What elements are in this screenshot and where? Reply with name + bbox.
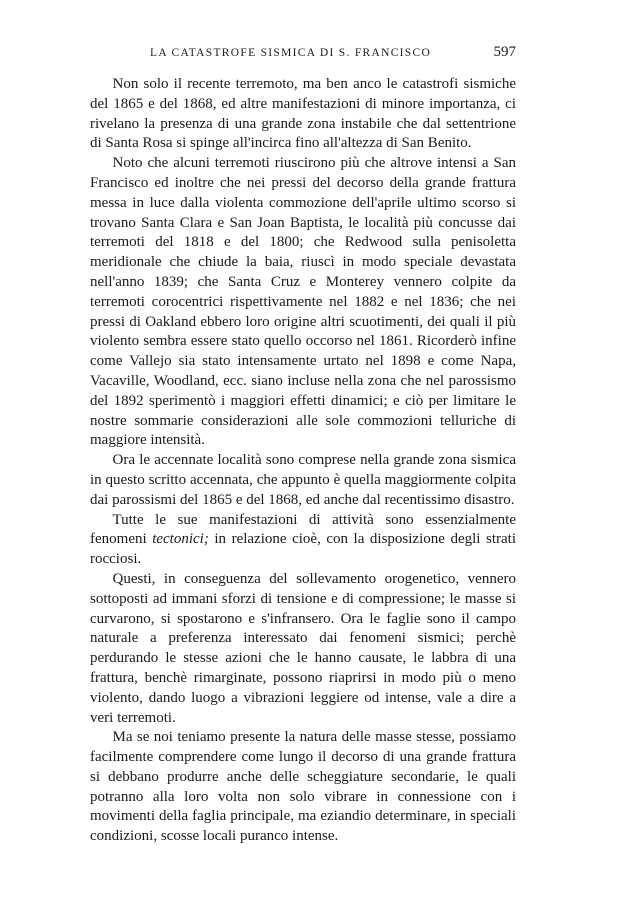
paragraph-4 [90,511,516,570]
paragraph-2: Noto che alcuni terremoti riuscirono più che altrove intensi a San Francisco ed inoltre che nei pressi del decorso della grande frattura messa in luce dalla violenta commozione dell'aprile ultimo scorso si trovano Santa Clara e San Joan Baptista, le località più concusse dai terremoti del 1818 e del 1800; che Redwood sulla penisoletta meridionale che chiude la baia, riuscì in modo speciale devastata nell'anno 1839; che Santa Cruz e Monterey vennero colpite da terremoti corocentrici rispettivamente nel 1882 e nel 1836; che nei pressi di Oakland ebbero loro origine altri scuotimenti, dei quali il più violento sembra essere stato quello occorso nel 1861. Ricorderò infine come Vallejo sia stato intensamente urtato nel 1898 e come Napa, Vacaville, Woodland, ecc. siano incluse nella zona che nel parossismo del 1892 sperimentò i maggiori effetti dinamici; e ciò per limitare le nostre sommarie considerazioni alle sole commozioni telluriche di maggiore intensità. [90,155,516,449]
body-text [90,75,516,847]
page-number: 597 [493,44,516,60]
paragraph-5: Questi, in conseguenza del sollevamento orogenetico, vennero sottoposti ad immani sforzi di tensione e di compressione; le masse si curvarono, si spostarono e s'infransero. Ora le faglie sono il campo naturale a preferenza interessato dai fenomeni sismici; perchè perdurando le stesse azioni che le hanno causate, le labbra di una frattura, benchè rimarginate, possono riaprirsi in modo più o meno violento, dando luogo a vibrazioni leggiere od intense, vale a dire a veri terremoti. [90,570,516,726]
italic-term: tectonici; [152,531,209,548]
running-title: LA CATASTROFE SISMICA DI S. FRANCISCO [150,47,432,59]
paragraph-1: Non solo il recente terremoto, ma ben anco le catastrofi sismiche del 1865 e del 1868, ed altre manifestazioni di minore importanza, ci rivelano la presenza di una grande zona instabile che dal settentrione di Santa Rosa si spinge all'incirca fino all'altezza di San Benito. [90,76,516,152]
paragraph-3: Ora le accennate località sono comprese nella grande zona sismica in questo scritto accennata, che appunto è quella maggiormente colpita dai parossismi del 1865 e del 1868, ed anche dal recentissimo disastro. [90,452,516,508]
paragraph-4-after: in relazione cioè, con la disposizione degli strati rocciosi. [90,531,516,568]
paragraph-4-before: Tutte le sue manifestazioni di attività sono essenzialmente fenomeni [90,511,516,548]
paragraph-6: Ma se noi teniamo presente la natura delle masse stesse, possiamo facilmente comprendere come lungo il decorso di una grande frattura si debbano produrre anche delle scheggiature secondarie, le quali potranno alla loro volta non solo vibrare in connessione con i movimenti della faglia principale, ma eziandio determinare, in speciali condizioni, scosse locali puranco intense. [90,729,516,845]
running-head [88,44,516,67]
